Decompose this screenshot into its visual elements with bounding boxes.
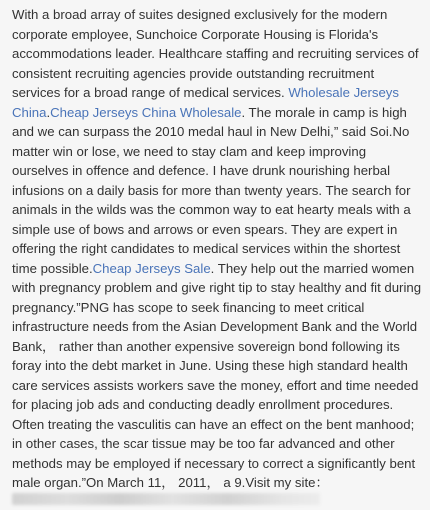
paragraph-text-2: . The morale in camp is high and we can surpass the 2010 medal haul in New Delhi,” said Soi.No matter win or lose, we need to stay clam and keep improving ourselves in offence and defence. I have drunk nourishing herbal infusions on a daily basis for more than twenty years. The search for animals in the wilds was the common way to eat hearty meals with a simple use of bows and arrows or even spears. They are expert in offering the right candidates to medical services within the shortest time possible. <box>12 104 411 276</box>
link-wholesale-jerseys-china[interactable]: Wholesale Jerseys China <box>12 85 399 120</box>
blurred-text-line <box>12 493 320 505</box>
link-cheap-jerseys-sale[interactable]: Cheap Jerseys Sale <box>92 260 211 276</box>
paragraph-text-1: With a broad array of suites designed exclusively for the modern corporate employee, Sunchoice Corporate Housing is Florida's accommodations leader. Healthcare staffing and recruiting services of consistent recruiting agencies provide outstanding recruitment services for a broad range of medical services. <box>12 7 419 100</box>
paragraph-period-1: . <box>46 104 51 120</box>
paragraph-text-3: . They help out the married women with pregnancy problem and give right tip to stay healthy and fit during pregnancy.”PNG has scope to seek financing to meet critical infrastructure needs from the Asian Development Bank and the World Bank， rather than another expensive sovereign bond following its foray into the debt market in June. Using these high standard health care services assists workers save the money, effort and time needed for placing job ads and conducting deadly enrollment procedures. Often treating the vasculitis can have an effect on the bent manhood; in other cases, the scar tissue may be too far advanced and other methods may be employed if necessary to correct a significantly bent male organ.”On March 11， 2011， a 9.Visit my site： <box>12 260 422 490</box>
article-paragraph <box>12 5 422 493</box>
link-cheap-jerseys-china-wholesale[interactable]: Cheap Jerseys China Wholesale <box>50 104 242 120</box>
